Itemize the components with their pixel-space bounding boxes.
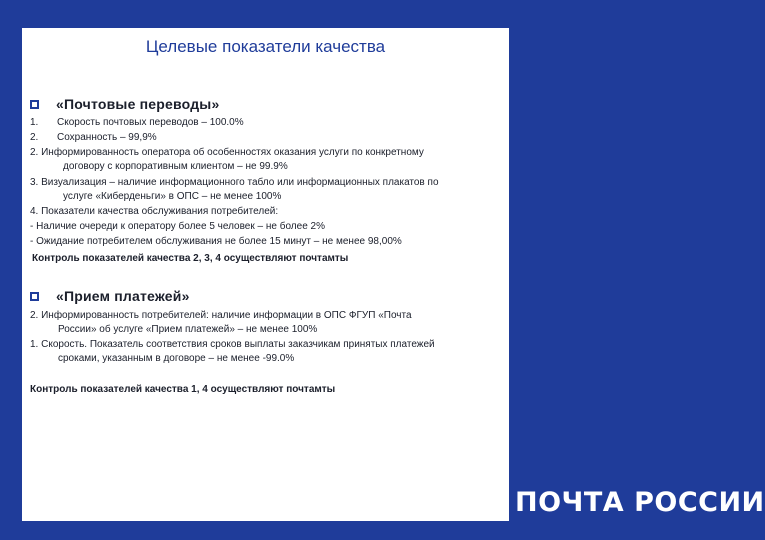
list-item-continuation: услуге «Киберденьги» в ОПС – не менее 100% — [63, 191, 282, 202]
list-item: 4. Показатели качества обслуживания потребителей: — [30, 206, 279, 217]
list-item-number: 1. — [30, 117, 39, 128]
list-item-continuation: России» об услуге «Прием платежей» – не менее 100% — [58, 324, 318, 335]
list-item: 2. Информированность оператора об особенностях оказания услуги по конкретному — [30, 147, 424, 158]
section-heading-payments — [30, 288, 190, 304]
list-item: 2. Информированность потребителей: наличие информации в ОПС ФГУП «Почта — [30, 310, 412, 321]
section-heading-transfers — [30, 96, 219, 112]
hollow-square-bullet-icon — [30, 100, 39, 109]
list-item-continuation: сроками, указанным в договоре – не менее -99.0% — [58, 353, 295, 364]
list-item — [30, 131, 157, 144]
list-item — [30, 116, 244, 129]
list-item-number: 2. — [30, 132, 39, 143]
list-item-text: Сохранность – 99,9% — [57, 132, 157, 143]
section-heading-text: «Почтовые переводы» — [56, 96, 220, 112]
control-note: Контроль показателей качества 1, 4 осуществляют почтамты — [30, 384, 336, 395]
section-heading-text: «Прием платежей» — [56, 288, 190, 304]
hollow-square-bullet-icon — [30, 292, 39, 301]
control-note: Контроль показателей качества 2, 3, 4 осуществляют почтамты — [32, 253, 349, 264]
list-item: 3. Визуализация – наличие информационного табло или информационных плакатов по — [30, 177, 439, 188]
list-item: 1. Скорость. Показатель соответствия сроков выплаты заказчикам принятых платежей — [30, 339, 435, 350]
russian-post-logo: ПОЧТА РОССИИ — [515, 487, 765, 518]
list-item-continuation: договору с корпоративным клиентом – не 99.9% — [63, 161, 288, 172]
list-item: - Наличие очереди к оператору более 5 человек – не более 2% — [30, 221, 325, 232]
list-item-text: Скорость почтовых переводов – 100.0% — [57, 117, 244, 128]
list-item: - Ожидание потребителем обслуживания не более 15 минут – не менее 98,00% — [30, 236, 402, 247]
content-panel — [22, 28, 509, 521]
slide-title: Целевые показатели качества — [145, 37, 386, 56]
